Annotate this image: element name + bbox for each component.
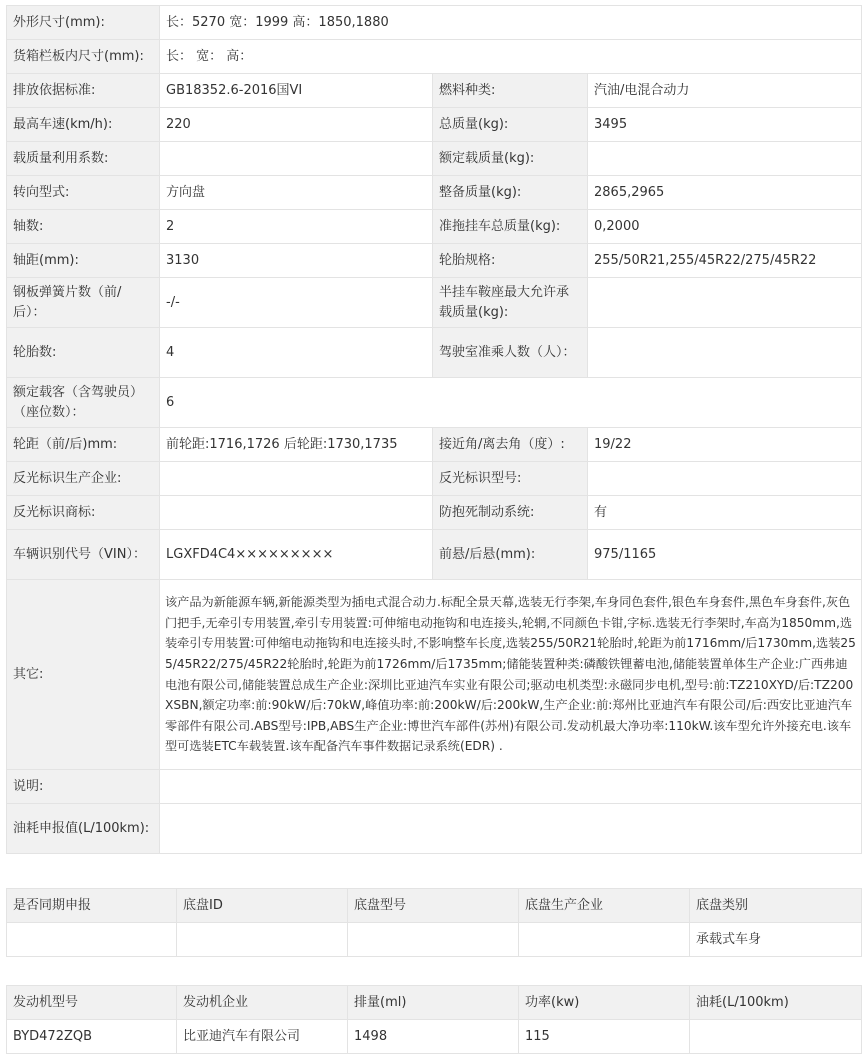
chassis-header-model: 底盘型号 bbox=[348, 889, 519, 923]
axle-count-label: 轴数: bbox=[7, 210, 160, 244]
trailer-mass-label: 准拖挂车总质量(kg): bbox=[433, 210, 588, 244]
table-row bbox=[7, 1020, 862, 1054]
load-coefficient-label: 载质量利用系数: bbox=[7, 142, 160, 176]
reflector-brand-label: 反光标识商标: bbox=[7, 496, 160, 530]
chassis-header-maker: 底盘生产企业 bbox=[519, 889, 690, 923]
table-row bbox=[7, 923, 862, 957]
fuel-report-label: 油耗申报值(L/100km): bbox=[7, 804, 160, 854]
tire-count-label: 轮胎数: bbox=[7, 328, 160, 378]
seats-value: 6 bbox=[160, 378, 862, 428]
abs-label: 防抱死制动系统: bbox=[433, 496, 588, 530]
engine-header-power: 功率(kw) bbox=[519, 986, 690, 1020]
rated-load-value bbox=[588, 142, 862, 176]
trailer-mass-value: 0,2000 bbox=[588, 210, 862, 244]
other-label: 其它: bbox=[7, 580, 160, 770]
curb-mass-value: 2865,2965 bbox=[588, 176, 862, 210]
chassis-cell-concurrent bbox=[7, 923, 177, 957]
chassis-header-concurrent: 是否同期申报 bbox=[7, 889, 177, 923]
cab-occupants-label: 驾驶室准乘人数（人）： bbox=[433, 328, 588, 378]
approach-angle-value: 19/22 bbox=[588, 428, 862, 462]
reflector-brand-value bbox=[160, 496, 433, 530]
chassis-cell-category: 承载式车身 bbox=[690, 923, 862, 957]
leaf-spring-label: 钢板弹簧片数（前/后）： bbox=[7, 278, 160, 328]
chassis-cell-maker bbox=[519, 923, 690, 957]
steering-type-value: 方向盘 bbox=[160, 176, 433, 210]
tire-spec-value: 255/50R21,255/45R22/275/45R22 bbox=[588, 244, 862, 278]
vin-label: 车辆识别代号（VIN）： bbox=[7, 530, 160, 580]
leaf-spring-value: -/- bbox=[160, 278, 433, 328]
overall-size-label: 外形尺寸(mm): bbox=[7, 6, 160, 40]
fuel-type-value: 汽油/电混合动力 bbox=[588, 74, 862, 108]
cargo-size-label: 货箱栏板内尺寸(mm): bbox=[7, 40, 160, 74]
axle-count-value: 2 bbox=[160, 210, 433, 244]
wheelbase-label: 轴距(mm): bbox=[7, 244, 160, 278]
engine-header-displacement: 排量(ml) bbox=[348, 986, 519, 1020]
chassis-table bbox=[6, 888, 862, 957]
seats-label: 额定载客（含驾驶员）（座位数）： bbox=[7, 378, 160, 428]
reflector-maker-label: 反光标识生产企业: bbox=[7, 462, 160, 496]
fuel-report-value bbox=[160, 804, 862, 854]
engine-table bbox=[6, 985, 862, 1054]
engine-cell-power: 115 bbox=[519, 1020, 690, 1054]
emission-standard-value: GB18352.6-2016国VI bbox=[160, 74, 433, 108]
abs-value: 有 bbox=[588, 496, 862, 530]
track-value: 前轮距:1716,1726 后轮距:1730,1735 bbox=[160, 428, 433, 462]
reflector-model-value bbox=[588, 462, 862, 496]
overhang-value: 975/1165 bbox=[588, 530, 862, 580]
max-speed-label: 最高车速(km/h): bbox=[7, 108, 160, 142]
saddle-load-value bbox=[588, 278, 862, 328]
vehicle-spec-table bbox=[6, 5, 862, 854]
approach-angle-label: 接近角/离去角（度）: bbox=[433, 428, 588, 462]
curb-mass-label: 整备质量(kg): bbox=[433, 176, 588, 210]
track-label: 轮距（前/后)mm: bbox=[7, 428, 160, 462]
saddle-load-label: 半挂车鞍座最大允许承载质量(kg): bbox=[433, 278, 588, 328]
steering-type-label: 转向型式: bbox=[7, 176, 160, 210]
note-value bbox=[160, 770, 862, 804]
engine-cell-maker: 比亚迪汽车有限公司 bbox=[177, 1020, 348, 1054]
reflector-model-label: 反光标识型号: bbox=[433, 462, 588, 496]
engine-cell-fuel bbox=[690, 1020, 862, 1054]
chassis-cell-id bbox=[177, 923, 348, 957]
cargo-size-value: 长： 宽： 高： bbox=[160, 40, 862, 74]
other-value: 该产品为新能源车辆,新能源类型为插电式混合动力.标配全景天幕,选装无行李架,车身同色套件,银色车身套件,黑色车身套件,灰色门把手,无牵引专用装置,牵引专用装置:可伸缩电动拖钩和电连接头,轮辋,不同颜色卡钳,字标.选装无行李架时,车高为1850mm,选装牵引专用装置:可伸缩电动拖钩和电连接头时,不影响整车长度,选装255/50R21轮胎时,轮距为前1716mm/后1730mm,选装255/45R22/275/45R22轮胎时,轮距为前1726mm/后1735mm;储能装置种类:磷酸铁锂蓄电池,储能装置单体生产企业:广西弗迪电池有限公司,储能装置总成生产企业:深圳比亚迪汽车实业有限公司;驱动电机类型:永磁同步电机,型号:前:TZ210XYD/后:TZ200XSBN,额定功率:前:90kW/后:70kW,峰值功率:前:200kW/后:200kW,生产企业:前:郑州比亚迪汽车有限公司/后:西安比亚迪汽车零部件有限公司.ABS型号:IPB,ABS生产企业:博世汽车部件(苏州)有限公司.发动机最大净功率:110kW.该车型允许外接充电.该车型可选装ETC车载装置.该车配备汽车事件数据记录系统(EDR) . bbox=[160, 580, 862, 770]
total-mass-label: 总质量(kg): bbox=[433, 108, 588, 142]
overall-size-value: 长：5270 宽：1999 高：1850,1880 bbox=[160, 6, 862, 40]
wheelbase-value: 3130 bbox=[160, 244, 433, 278]
vin-value: LGXFD4C4××××××××× bbox=[160, 530, 433, 580]
engine-header-model: 发动机型号 bbox=[7, 986, 177, 1020]
engine-cell-displacement: 1498 bbox=[348, 1020, 519, 1054]
total-mass-value: 3495 bbox=[588, 108, 862, 142]
engine-header-fuel: 油耗(L/100km) bbox=[690, 986, 862, 1020]
emission-standard-label: 排放依据标准: bbox=[7, 74, 160, 108]
max-speed-value: 220 bbox=[160, 108, 433, 142]
chassis-cell-model bbox=[348, 923, 519, 957]
reflector-maker-value bbox=[160, 462, 433, 496]
engine-header-maker: 发动机企业 bbox=[177, 986, 348, 1020]
note-label: 说明: bbox=[7, 770, 160, 804]
fuel-type-label: 燃料种类: bbox=[433, 74, 588, 108]
load-coefficient-value bbox=[160, 142, 433, 176]
chassis-header-id: 底盘ID bbox=[177, 889, 348, 923]
engine-cell-model: BYD472ZQB bbox=[7, 1020, 177, 1054]
chassis-header-category: 底盘类别 bbox=[690, 889, 862, 923]
overhang-label: 前悬/后悬(mm): bbox=[433, 530, 588, 580]
tire-spec-label: 轮胎规格: bbox=[433, 244, 588, 278]
cab-occupants-value bbox=[588, 328, 862, 378]
rated-load-label: 额定载质量(kg): bbox=[433, 142, 588, 176]
tire-count-value: 4 bbox=[160, 328, 433, 378]
